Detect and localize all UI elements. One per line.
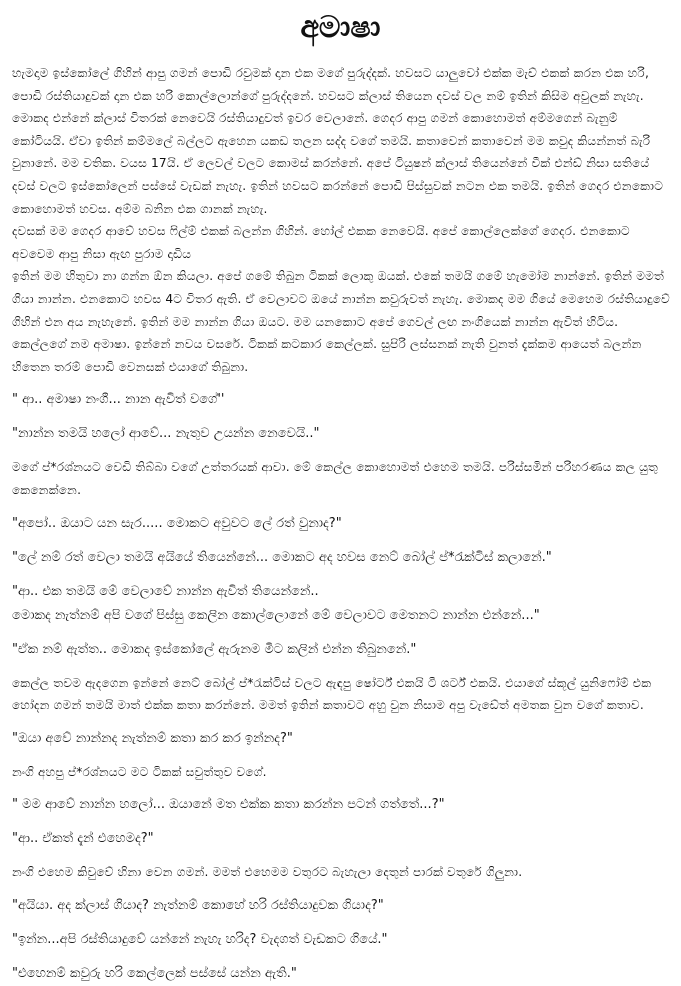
dialogue-line: "ආ.. ඒකත් දැන් එහෙමද?" xyxy=(12,831,154,847)
dialogue-line: "ඒක නම් ඇත්ත.. මොකද ඉස්කෝලේ ඇරුනම මීට කලින් එන්න තිබුනනේ." xyxy=(12,641,417,657)
narration-paragraph: මගේ ප්*රශ්නයට වෙඩි තිබ්බා වගේ උත්තරයක් ආවා. මේ කෙල්ල කොහොමත් එහෙම තමයි. පරිස්සමින් පරිහරණය කල යුතු කෙනෙක්නෙ. xyxy=(12,460,659,497)
paragraph-1: හැමදාම ඉස්කෝලේ ගිහින් ආපු ගමන් පොඩි රවුමක් දාන එක මගේ පුරුද්දක්. හවසට යාලුවෝ එක්ක මැච් එකක් කරන එක හරි, පොඩි රස්තියාදුවක් දාන එක හරි කොල්ලොන්ගේ පුරුද්දනේ. හවසට ක්ලාස් තියෙන දවස් වල නම් ඉතින් කිසිම අවුලක් නැහැ. මොකද එන්නේ ක්ලාස් විතරක් නෙවෙයි රස්තියාදුවත් ඉවර වෙලානේ. ගෙදර ආපු ගමන් කොහොමත් අම්මගෙන් බැනුම් කෝටියයි. ඒවා ඉතින් කම්මලේ බල්ලට ඇහෙන යකඩ තලන සද්ද වගේ තමයි. කතාවෙන් කතාවෙන් මම කවුද කියන්නත් බැරි වුනානේ. මම චතික. වයස 17යි. ඒ ලෙවල් වලට කොමස් කරන්නේ. අපේ ටියුෂන් ක්ලාස් තියෙන්නේ වීක් එන්ඩ් නිසා සතියේ දවස් වලට ඉස්කෝලෙන් පස්සේ වැඩක් නැහැ. ඉතින් හවසට කරන්නේ පොඩි පිස්සුවක් නටන එක තමයි. ඉතින් ගෙදර එනකොට කොහොමත් හවස. අම්ම බනින එක ගානක් නැහැ. xyxy=(12,66,664,216)
narration-paragraph: නංගි එහෙම කිවුවේ හිනා වෙන ගමන්. මමත් එහෙමම වතුරට බැහැලා දෙතුන් පාරක් වතුරේ ගිලුනා. xyxy=(12,865,523,880)
dialogue-line: "ආ.. එක තමයි මේ වෙලාවේ නාන්න ඇවිත් තියෙන්නේ.. xyxy=(12,583,319,599)
story-title: අමාෂා xyxy=(300,10,381,45)
dialogue-line: "එහෙනම් කවුරු හරි කෙල්ලෙක් පස්සේ යන්න ඇති." xyxy=(12,965,297,981)
dialogue-line: "ඔයා අවේ නාන්නද නැත්නම් කතා කර කර ඉන්නද?" xyxy=(12,730,293,746)
dialogue-line: මොකද නැත්නම් අපි වගේ පිස්සු කෙලින කොල්ලොනේ මේ වෙලාවට මෙතනට නාන්න එන්නේ..." xyxy=(12,607,540,623)
dialogue-line: "අයියා. අද ක්ලාස් ගියාද? නැත්නම් කොහේ හරි රස්තියාදුවක ගියාද?" xyxy=(12,897,384,913)
dialogue-line: "අපෝ.. ඔයාට යන සැර..... මොකට අවුවට ලේ රත් වුනාද?" xyxy=(12,515,342,531)
dialogue-line: "නාන්න තමයි හලෝ ආවේ... නැතුව උයන්න නෙවෙයි.." xyxy=(12,426,320,442)
paragraph-2: දවසක් මම ගෙදර ආවේ හවස ෆිල්ම් එකක් බලන්න ගිහින්. හෝල් එකක නෙවෙයි. අපේ කොල්ලෙක්ගේ ගෙදර. එනකොට අවවෙම ආපු නිසා ඇඟ පුරාම දාඩිය xyxy=(12,224,630,261)
dialogue-line: " මම ආවේ නාන්න හලෝ... ඔයානේ මත එක්ක කතා කරන්න පටන් ගත්තේ...?" xyxy=(12,797,445,813)
narration-paragraph: නංගි අහපු ප්*රශ්නයට මට ටිකක් සවුත්තුව වගේ. xyxy=(12,764,267,779)
narration-paragraph: කෙල්ල තවම ඇදගෙන ඉන්නේ නෙට් බෝල් ප්*රැක්ටිස් වලට ඇඳපු ෂෝර්ට් එකයි ටී ශර්ට් එකයි. එයාගේ ස්කූල් යුනිෆෝම් එක හෝදන ගමන් තමයි මාත් එක්ක කතා කරන්නේ. මමත් ඉතින් කතාවට අහු වුන නිසාම අපු වැඩේත් අමතක වුන වගේ කතාව. xyxy=(12,675,652,713)
story-body xyxy=(12,62,672,986)
dialogue-line: "ඉන්න...අපි රස්තියාදුවේ යන්නේ නැහැ හරිද? වැදගත් වැඩකට ගියේ." xyxy=(12,931,388,947)
dialogue-line: " ආ.. අමාෂා නංගී... නාන ඇවිත් වගේ'' xyxy=(12,392,225,408)
paragraph-3: ඉතින් මම හිතුවා නා ගන්න ඕන කියලා. අපේ ගමේ තිබුන ටිකක් ලොකු ඔයක්. එකේ තමයි ගමේ හැමෝම නාන්නේ. ඉතින් මමත් ගියා නාන්න. එනකොට හවස 4ට විතර ඇති. ඒ වෙලාවට ඔයේ නාන්න කවුරුවත් නැහැ. මොකද මම ගියේ මෙහෙම රස්තියාදුවේ ගිහින් එන අය නැහැනේ. ඉතින් මම නාන්න ගියා ඔයට. මම යනකොට අපේ ගෙවල් ලඟ නංගියෙක් නාන්න ඇවිත් හිටිය. කෙල්ලගේ නම අමාෂා. ඉන්නේ නවය වසරේ. ටිකක් කටකාර කෙල්ලක්. සුපිරි ලස්සනක් නැති වුනත් දැක්කම ආයෙත් බලන්න හිතෙන තරම් පොඩි වෙනසක් එයාගේ තිබුනා. xyxy=(12,269,670,374)
dialogue-line: "ලේ නම් රත් වෙලා තමයි අයියේ තියෙන්නේ... මොකට අද හවස නෙට් බෝල් ප්*රැක්ටිස් කලානේ." xyxy=(12,549,552,565)
